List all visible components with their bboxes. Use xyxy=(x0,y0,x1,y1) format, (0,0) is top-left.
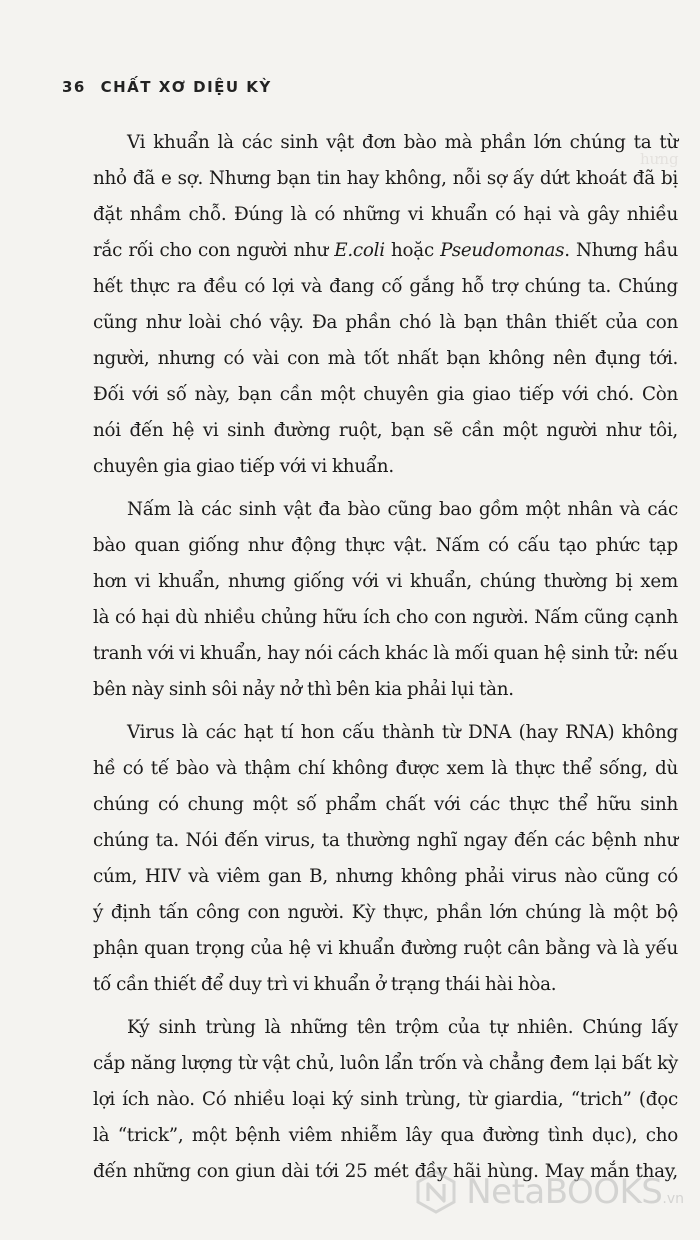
text-line: nhỏ đã e sợ. Nhưng bạn tin hay không, nỗi sợ ấy dứt khoát đã bị xyxy=(93,168,678,189)
netabooks-logo-icon xyxy=(414,1170,458,1214)
text-line: chuyên gia giao tiếp với vi khuẩn. xyxy=(93,456,394,477)
text-line: người, nhưng có vài con mà tốt nhất bạn không nên đụng tới. xyxy=(93,348,678,369)
text-line: bào quan giống như động thực vật. Nấm có cấu tạo phức tạp xyxy=(93,535,678,556)
text-line: phận quan trọng của hệ vi khuẩn đường ruột cân bằng và là yếu xyxy=(93,938,678,959)
text-line: lợi ích nào. Có nhiều loại ký sinh trùng, từ giardia, “trich” (đọc xyxy=(93,1089,678,1110)
text-line: Đối với số này, bạn cần một chuyên gia giao tiếp với chó. Còn xyxy=(93,384,678,405)
text-line-with-italics xyxy=(93,233,678,269)
text-line: đặt nhầm chỗ. Đúng là có những vi khuẩn có hại và gây nhiều xyxy=(93,204,678,225)
text-line: chúng có chung một số phẩm chất với các thực thể hữu sinh xyxy=(93,794,678,815)
text-line: cúm, HIV và viêm gan B, nhưng không phải virus nào cũng có xyxy=(93,866,678,887)
text-line: cũng như loài chó vậy. Đa phần chó là bạn thân thiết của con xyxy=(93,312,678,333)
text-run: rắc rối cho con người như xyxy=(93,240,329,261)
italic-term: Pseudomonas xyxy=(440,240,565,261)
bleed-through-text: hưng xyxy=(640,150,679,168)
text-line: là “trick”, một bệnh viêm nhiễm lây qua đường tình dục), cho xyxy=(93,1125,678,1146)
text-line: ý định tấn công con người. Kỳ thực, phần lớn chúng là một bộ xyxy=(93,902,678,923)
text-line: nói đến hệ vi sinh đường ruột, bạn sẽ cần một người như tôi, xyxy=(93,420,678,441)
watermark-suffix: .vn xyxy=(662,1191,684,1207)
text-line: chúng ta. Nói đến virus, ta thường nghĩ ngay đến các bệnh như xyxy=(93,830,678,851)
running-header xyxy=(62,78,272,96)
text-run: hoặc xyxy=(391,240,434,261)
italic-term: E.coli xyxy=(334,240,385,261)
page-number: 36 xyxy=(62,78,86,96)
book-title: CHẤT XƠ DIỆU KỲ xyxy=(100,78,272,96)
text-line: Nấm là các sinh vật đa bào cũng bao gồm một nhân và các xyxy=(127,499,678,520)
text-line: đến những con giun dài tới 25 mét đầy hãi hùng. May mắn thay, xyxy=(93,1161,678,1182)
text-line: hề có tế bào và thậm chí không được xem là thực thể sống, dù xyxy=(93,758,678,779)
text-line: tranh với vi khuẩn, hay nói cách khác là mối quan hệ sinh tử: nếu xyxy=(93,643,678,664)
text-line: cắp năng lượng từ vật chủ, luôn lẩn trốn và chẳng đem lại bất kỳ xyxy=(93,1053,678,1074)
text-line: Virus là các hạt tí hon cấu thành từ DNA (hay RNA) không xyxy=(127,722,678,743)
text-line: Vi khuẩn là các sinh vật đơn bào mà phần lớn chúng ta từ xyxy=(127,132,678,153)
text-line: Ký sinh trùng là những tên trộm của tự nhiên. Chúng lấy xyxy=(127,1017,678,1038)
text-line: hết thực ra đều có lợi và đang cố gắng hỗ trợ chúng ta. Chúng xyxy=(93,276,678,297)
watermark xyxy=(414,1164,684,1220)
body-text xyxy=(93,125,678,1190)
watermark-text xyxy=(466,1172,684,1212)
text-line: là có hại dù nhiều chủng hữu ích cho con người. Nấm cũng cạnh xyxy=(93,607,678,628)
text-line: tố cần thiết để duy trì vi khuẩn ở trạng thái hài hòa. xyxy=(93,974,557,995)
watermark-brand: NetaBOOKS xyxy=(466,1172,663,1212)
text-line: hơn vi khuẩn, nhưng giống với vi khuẩn, chúng thường bị xem xyxy=(93,571,678,592)
text-run: . Nhưng hầu xyxy=(564,240,678,261)
text-line: bên này sinh sôi nảy nở thì bên kia phải lụi tàn. xyxy=(93,679,514,700)
